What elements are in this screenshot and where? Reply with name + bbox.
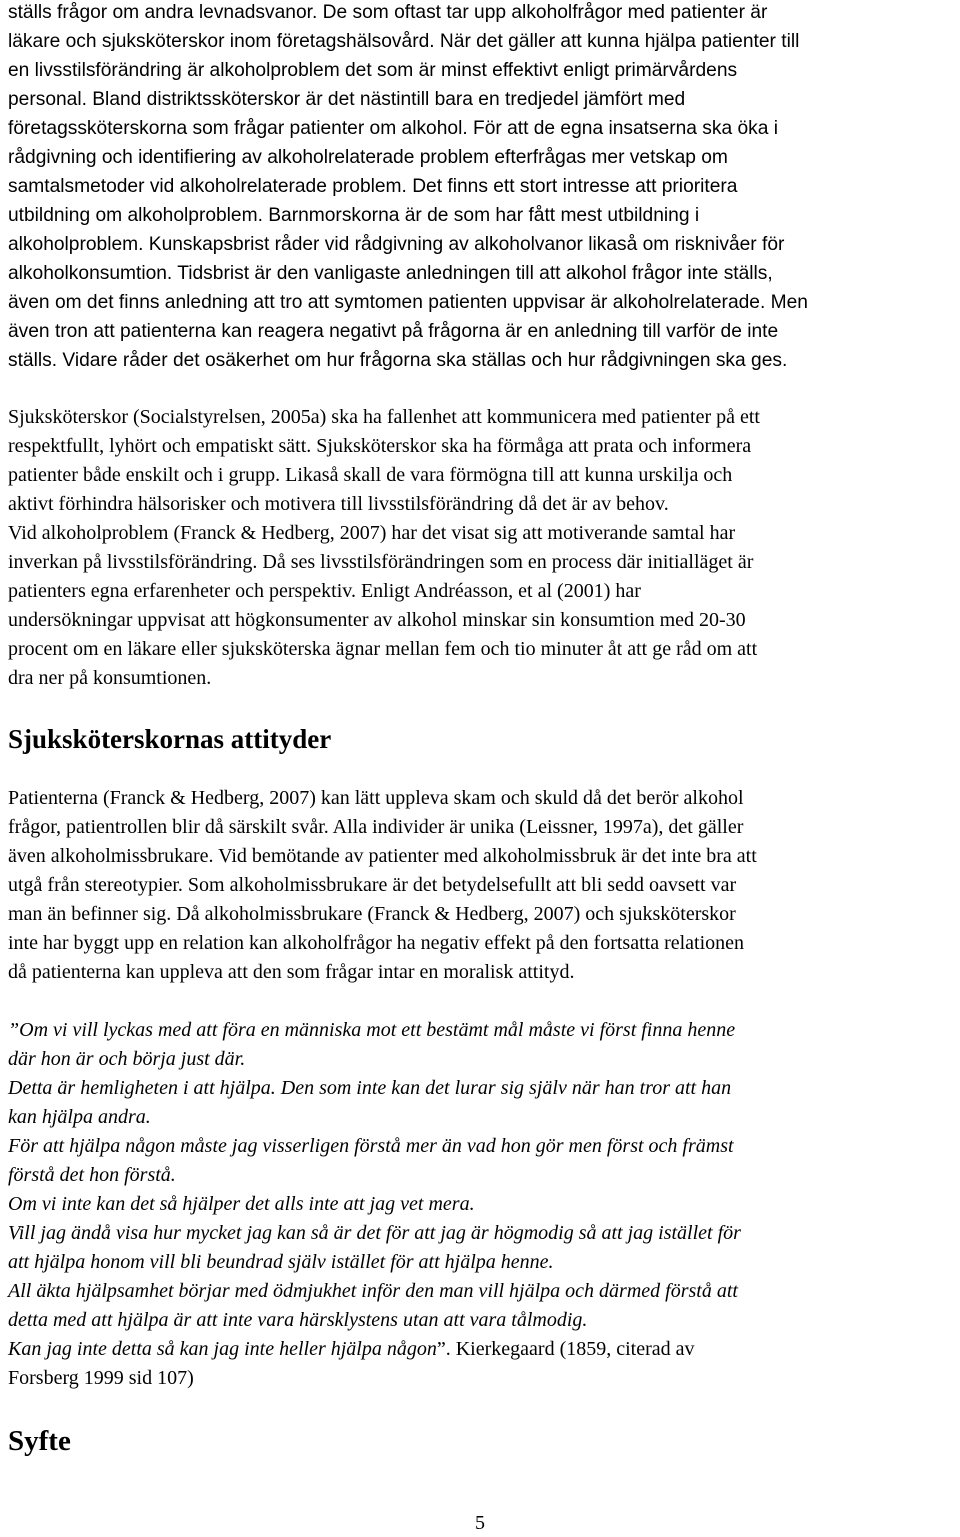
section-heading-attityder: Sjuksköterskornas attityder bbox=[8, 724, 332, 754]
quote-line: detta med att hjälpa är att inte vara härsklystens utan att vara tålmodig. bbox=[8, 1309, 588, 1331]
quote-line: ”Om vi vill lyckas med att föra en människa mot ett bestämt mål måste vi först finna henne bbox=[8, 1019, 736, 1041]
quote-line: Om vi inte kan det så hjälper det alls inte att jag vet mera. bbox=[8, 1193, 475, 1215]
text-line: även om det finns anledning att tro att symtomen patienten uppvisar är alkoholrelaterade. Men bbox=[8, 292, 808, 313]
text-line: aktivt förhindra hälsorisker och motivera till livsstilsförändring då det är av behov. bbox=[8, 493, 669, 515]
text-line: dra ner på konsumtionen. bbox=[8, 667, 212, 689]
attitudes-paragraph bbox=[8, 784, 757, 987]
quote-citation-end: Forsberg 1999 sid 107) bbox=[8, 1367, 194, 1389]
kierkegaard-quote bbox=[8, 1016, 741, 1393]
quote-citation: ”. Kierkegaard (1859, citerad av bbox=[436, 1338, 695, 1360]
text-line: patienter både enskilt och i grupp. Likaså skall de vara förmögna till att kunna urskilja och bbox=[8, 464, 733, 486]
quote-final-line bbox=[8, 1335, 741, 1364]
text-line: Sjuksköterskor (Socialstyrelsen, 2005a) ska ha fallenhet att kommunicera med patienter på ett bbox=[8, 406, 760, 428]
quote-line: kan hjälpa andra. bbox=[8, 1106, 151, 1128]
text-line: Patienterna (Franck & Hedberg, 2007) kan lätt uppleva skam och skuld då det berör alkohol bbox=[8, 787, 744, 809]
text-line: utgå från stereotypier. Som alkoholmissbrukare är det betydelsefullt att bli sedd oavsett var bbox=[8, 874, 737, 896]
quote-line: där hon är och börja just där. bbox=[8, 1048, 246, 1070]
text-line: samtalsmetoder vid alkoholrelaterade problem. Det finns ett stort intresse att prioritera bbox=[8, 176, 738, 197]
text-line: frågor, patientrollen blir då särskilt svår. Alla individer är unika (Leissner, 1997a), det gäller bbox=[8, 816, 744, 838]
text-line: alkoholproblem. Kunskapsbrist råder vid rådgivning av alkoholvanor likaså om risknivåer för bbox=[8, 234, 785, 255]
quote-line: Vill jag ändå visa hur mycket jag kan så är det för att jag är högmodig så att jag istället för bbox=[8, 1222, 741, 1244]
text-line: inverkan på livsstilsförändring. Då ses livsstilsförändringen som en process där initialläget är bbox=[8, 551, 754, 573]
text-line: patienters egna erfarenheter och perspektiv. Enligt Andréasson, et al (2001) har bbox=[8, 580, 641, 602]
text-line: respektfullt, lyhört och empatiskt sätt. Sjuksköterskor ska ha förmåga att prata och informera bbox=[8, 435, 752, 457]
text-line: även tron att patienterna kan reagera negativt på frågorna är en anledning till varför de inte bbox=[8, 321, 779, 342]
page-number: 5 bbox=[475, 1512, 485, 1534]
text-line: även alkoholmissbrukare. Vid bemötande av patienter med alkoholmissbruk är det inte bra att bbox=[8, 845, 757, 867]
text-line: man än befinner sig. Då alkoholmissbrukare (Franck & Hedberg, 2007) och sjuksköterskor bbox=[8, 903, 736, 925]
text-line: då patienterna kan uppleva att den som frågar intar en moralisk attityd. bbox=[8, 961, 575, 983]
quote-line: förstå det hon förstå. bbox=[8, 1164, 176, 1186]
quote-line: All äkta hjälpsamhet börjar med ödmjukhet inför den man vill hjälpa och därmed förstå att bbox=[8, 1280, 738, 1302]
text-line: utbildning om alkoholproblem. Barnmorskorna är de som har fått mest utbildning i bbox=[8, 205, 700, 226]
text-line: ställs. Vidare råder det osäkerhet om hur frågorna ska ställas och hur rådgivningen ska ges. bbox=[8, 350, 788, 371]
text-line: undersökningar uppvisat att högkonsumenter av alkohol minskar sin konsumtion med 20-30 bbox=[8, 609, 746, 631]
section-heading-syfte: Syfte bbox=[8, 1425, 71, 1457]
text-line: en livsstilsförändring är alkoholproblem det som är minst effektivt enligt primärvårdens bbox=[8, 60, 738, 81]
text-line: företagssköterskorna som frågar patienter om alkohol. För att de egna insatserna ska öka i bbox=[8, 118, 779, 139]
quote-final-italic: Kan jag inte detta så kan jag inte heller hjälpa någon bbox=[8, 1338, 437, 1360]
intro-paragraph bbox=[8, 0, 808, 375]
text-line: läkare och sjuksköterskor inom företagshälsovård. När det gäller att kunna hjälpa patienter till bbox=[8, 31, 800, 52]
text-line: inte har byggt upp en relation kan alkoholfrågor ha negativ effekt på den fortsatta relationen bbox=[8, 932, 745, 954]
quote-line: Detta är hemligheten i att hjälpa. Den som inte kan det lurar sig själv när han tror att han bbox=[8, 1077, 732, 1099]
text-line: procent om en läkare eller sjuksköterska ägnar mellan fem och tio minuter åt att ge råd om att bbox=[8, 638, 758, 660]
text-line: Vid alkoholproblem (Franck & Hedberg, 2007) har det visat sig att motiverande samtal har bbox=[8, 522, 736, 544]
nurse-communication-paragraph bbox=[8, 403, 760, 693]
text-line: ställs frågor om andra levnadsvanor. De som oftast tar upp alkoholfrågor med patienter är bbox=[8, 2, 768, 23]
quote-line: att hjälpa honom vill bli beundrad själv istället för att hjälpa henne. bbox=[8, 1251, 554, 1273]
quote-line: För att hjälpa någon måste jag visserligen förstå mer än vad hon gör men först och främst bbox=[8, 1135, 734, 1157]
text-line: rådgivning och identifiering av alkoholrelaterade problem efterfrågas mer vetskap om bbox=[8, 147, 728, 168]
text-line: personal. Bland distriktssköterskor är det nästintill bara en tredjedel jämfört med bbox=[8, 89, 686, 110]
text-line: alkoholkonsumtion. Tidsbrist är den vanligaste anledningen till att alkohol frågor inte ställs, bbox=[8, 263, 773, 284]
